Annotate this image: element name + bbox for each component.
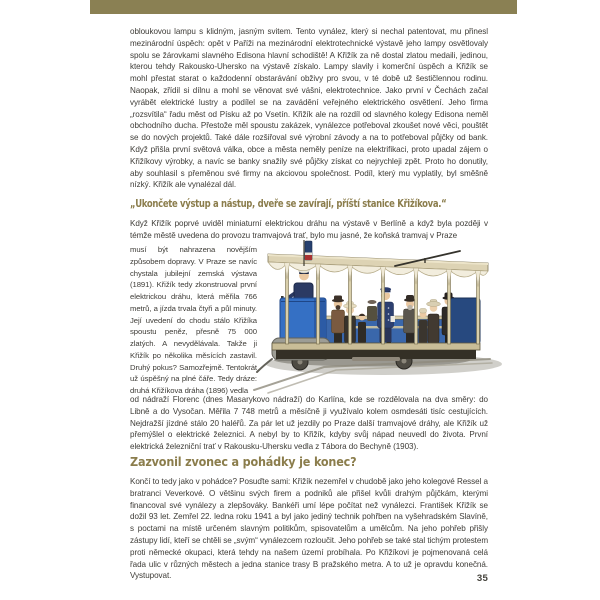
section-heading-tram-label: „Ukončete výstup a nástup, dveře se zavírají, příští stanice Křižíkova.“	[130, 198, 447, 210]
tram-passenger-child	[358, 314, 366, 343]
section-heading-ending-label: Zazvonil zvonec a pohádky je konec?	[130, 455, 357, 469]
tram-passenger-woman-bighat	[427, 300, 441, 344]
paragraph-tram-intro: Když Křižík poprvé uviděl miniaturní elektrickou dráhu na výstavě v Berlíně a když byla později v témže městě uvedena do provozu tramvajová trať, bylo mu jasné, že koňská tramvaj v Praze	[130, 219, 488, 240]
page-number: 35	[476, 573, 488, 584]
paragraph-ending: Končí to tedy jako v pohádce? Posuďte sami: Křižík nezemřel v chudobě jako jeho kolegové Ressel a bratranci Veverkové. O většinu svých firem a podniků ale přišel kvůli drahým půjčkám, kterými financoval své vynálezy a zlepšováky. Bankéři umí lépe počítat než vynálezci. František Křižík se dožil 93 let. Zemřel 22. ledna roku 1941 a byl jako jediný technik pohřben na vyšehradském Slavíně, s poctami na místě určeném slavným politikům, spisovatelům a umělcům. Na jeho pohřeb přišly zástupy lidí, kteří se chtěli se „svým“ vynálezcem rozloučit. Jeho pohřeb se také stal tichým protestem proti německé okupaci, která tehdy na našem území probíhala. Po Křižíkovi je pojmenovaná celá řada ulic v různých městech a jedna stanice trasy B pražského metra. A to už je opravdu konečná. Vystupovat.	[130, 477, 488, 581]
section-heading-tram	[130, 198, 526, 210]
tram-rear-panel	[450, 298, 480, 344]
paragraph-tram-outro: od nádraží Florenc (dnes Masarykovo nádraží) do Karlína, kde se rozdělovala na dva směry: do Libně a do Vysočan. Měřila 7 748 metrů a měsíčně ji využívalo kolem osmdesáti tisíc cestujících. Nejdražší jízdné stálo 20 haléřů. Za pár let už jezdily po Praze další tramvajové dráhy, ale Křižík už přemýšlel o elektrické železnici. A nebyl by to Křižík, kdyby svůj nápad neuvedl do života. První elektrická železniční trať v Rakousku-Uhersku vedla z Tábora do Bechyně (1903).	[130, 395, 488, 452]
section-heading-ending	[130, 455, 376, 469]
tram-floor	[272, 343, 480, 361]
paragraph-krizik-lamps: obloukovou lampu s klidným, jasným svitem. Tento vynález, který si nechal patentovat, mu přinesl mezinárodní úspěch: opět v Paříži na mezinárodní elektrotechnické výstavě jeho lampy osvětlovaly spolu se žárovkami slavného Edisona hlavní schodiště! A Křižík za ně dostal zlatou medaili, jedinou, kterou tehdy Rakousko-Uhersko na výstavě získalo. Lampy slavily i komerční úspěch a Křižík se mohl přestat starat o každodenní obstarávání obživy pro svou, v té době už šestičlennou rodinu. Naopak, zřídil si dílnu a mohl se věnovat své vášni, elektrotechnice. Jako první v Čechách začal vyrábět elektrické lustry a podílel se na zavádění veřejného elektrického osvětlení. Jeho firma „rozsvítila“ řadu měst od Písku až po Vsetín. Křižík ale na rozdíl od slavného kolegy Edisona neměl obchodního ducha. Přestože měl spoustu zakázek, vynálezce potřeboval zkoušet nové věci, pouštět se do nových projektů. Také dále rozšiřoval své výrobní závody a na to potřeboval půjčky od bank. Když přišla první světová válka, obce a města neměly peníze na elektrifikaci, proto upadal zájem o Křižíkovy výrobky, a navíc se banky snažily své půjčky získat co nejrychleji zpět. Proto ho donutily, aby souhlasil s přeměnou své firmy na akciovou společnost. Podíl, který mu vyplatily, byl směšně nízký. Křižík ale vynalézal dál.	[130, 27, 488, 190]
tram-passenger-man-gray	[367, 300, 377, 321]
tram-illustration	[252, 240, 502, 395]
tram-passenger-woman-bonnet	[419, 309, 428, 344]
paragraph-tram-column: musí být nahrazena novějším způsobem dopravy. V Praze se navíc chystala jubilejní zemská výstava (1891). Křižík tedy zkonstruoval první elektrickou dráhu, která měřila 766 metrů, a jízda trvala čtyři a půl minuty. Její uvedení do chodu stálo Křižíka spoustu peněz, přesně 75 000 zlatých. A nevydělávala. Takže ji Křižík po několika měsících zastavil. Druhý pokus? Samozřejmě. Tentokrát už úspěšný na plné čáře. Tedy dráze: druhá Křižíkova dráha (1896) vedla	[130, 245, 257, 395]
